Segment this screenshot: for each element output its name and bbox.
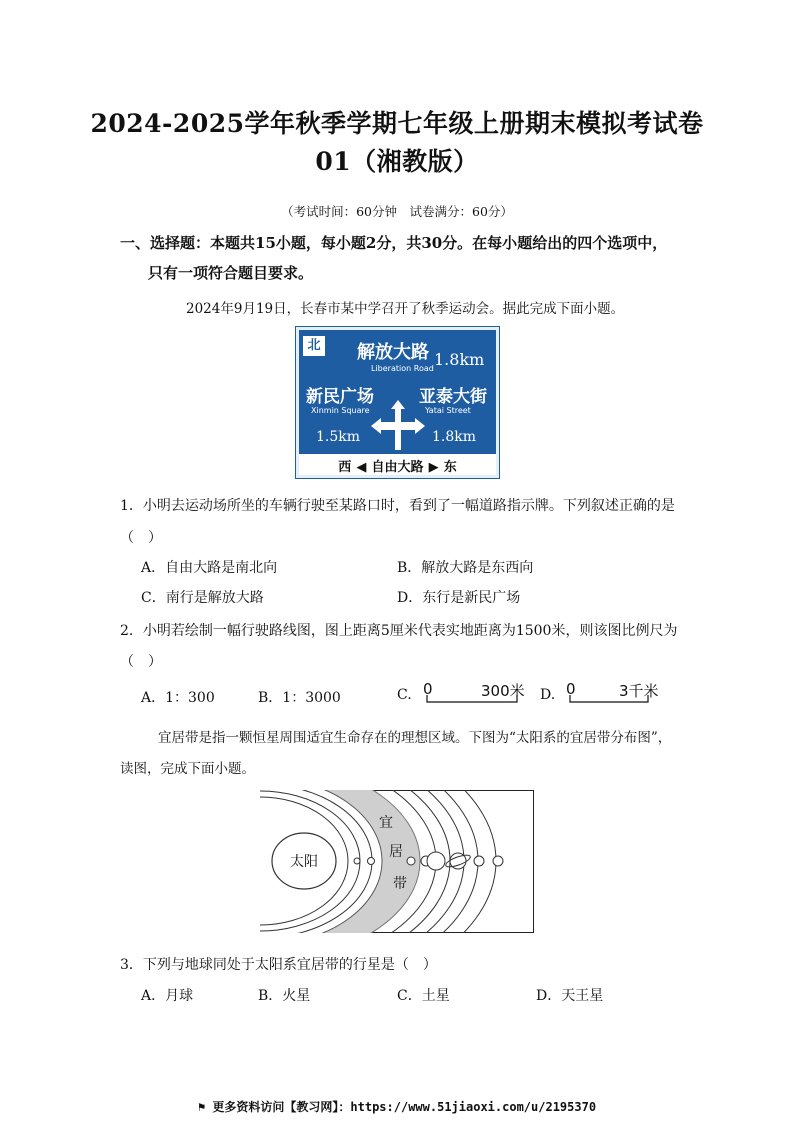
q3-option-b: B．火星 [258,988,311,1004]
sign-top-road: 解放大路 [357,342,429,363]
venus-icon [368,858,375,865]
solar-habitable-zone-figure [260,790,534,933]
sign-bottom-west: 西 [338,460,352,475]
zone-label-char-3: 带 [393,876,407,892]
q1-option-c: C．南行是解放大路 [141,590,264,606]
sign-left-place-en: Xinmin Square [311,406,370,415]
section-heading [120,228,680,288]
sign-bottom-bar [299,454,496,475]
q2-option-d-value: 3千米 [619,682,659,700]
q1-stem: 1．小明去运动场所坐的车辆行驶至某路口时，看到了一幅道路指示牌。下列叙述正确的是 [120,498,675,514]
exam-title-line2: 01（湘教版） [315,147,479,176]
q1-option-b: B．解放大路是东西向 [397,560,534,576]
jupiter-icon [427,852,445,870]
q2-paren: （ ） [120,654,162,670]
q2-option-c-label: C. [397,687,412,703]
sign-junction-arrow-icon [369,400,427,450]
exam-title-line1: 2024-2025学年秋季学期七年级上册期末模拟考试卷 [90,109,704,138]
sign-right-distance: 1.8km [432,429,477,445]
zone-label-char-1: 宜 [379,815,393,831]
neptune-icon [493,856,503,866]
sign-right-place-en: Yatai Street [425,406,471,415]
intro-paragraph-1: 2024年9月19日，长春市某中学召开了秋季运动会。据此完成下面小题。 [186,301,625,317]
sign-right-place: 亚泰大街 [419,387,487,407]
q2-option-c-scale-bar [426,694,518,704]
q2-option-d-label: D. [540,687,556,703]
road-sign-figure [296,327,499,478]
sign-north-label: 北 [303,336,325,356]
q3-stem: 3．下列与地球同处于太阳系宜居带的行星是（ ） [120,957,437,973]
zone-label-char-2: 居 [389,844,403,860]
exam-info: （考试时间：60分钟 试卷满分：60分） [281,204,513,219]
sign-top-distance: 1.8km [434,350,485,369]
q2-option-d-zero: 0 [566,680,576,698]
flag-icon: ⚑ [197,1100,213,1114]
sign-left-arrow-icon: ◀ [356,460,367,475]
mercury-icon [354,858,360,864]
q2-option-a: A．1：300 [141,690,215,706]
sign-bottom-road: 自由大路 [371,460,424,475]
q2-option-b: B．1：3000 [258,690,341,706]
sign-right-arrow-icon: ▶ [428,460,439,475]
footer-link[interactable] [0,1098,794,1115]
sign-left-place: 新民广场 [306,387,374,407]
q1-option-d: D．东行是新民广场 [397,590,521,606]
sun-label: 太阳 [290,854,318,870]
sign-bottom-east: 东 [443,460,457,475]
q1-option-a: A．自由大路是南北向 [141,560,278,576]
intro-paragraph-2-line2: 读图，完成下面小题。 [120,761,255,777]
q3-option-a: A．月球 [141,988,194,1004]
sign-bottom-row [299,456,496,475]
section-heading-line1: 一、选择题：本题共15小题，每小题2分，共30分。在每小题给出的四个选项中， [120,234,668,252]
uranus-icon [474,856,484,866]
q2-option-d-scale-bar [569,694,649,704]
q3-option-d: D．天王星 [536,988,604,1004]
q1-paren: （ ） [120,530,162,546]
sign-left-distance: 1.5km [316,429,361,445]
section-heading-line2: 只有一项符合题目要求。 [148,264,314,282]
earth-icon [407,857,415,865]
sign-top-road-en: Liberation Road [371,364,434,373]
q2-option-c-zero: 0 [423,680,433,698]
footer-text[interactable]: 更多资料访问【教习网】：https://www.51jiaoxi.com/u/2195370 [212,1100,597,1114]
q3-option-c: C．土星 [397,988,450,1004]
intro-paragraph-2-line1: 宜居带是指一颗恒星周围适宜生命存在的理想区域。下图为“太阳系的宜居带分布图”， [158,730,672,746]
q2-stem: 2．小明若绘制一幅行驶路线图，图上距离5厘米代表实地距离为1500米，则该图比例尺为 [120,623,678,639]
q2-option-c-value: 300米 [481,682,525,700]
